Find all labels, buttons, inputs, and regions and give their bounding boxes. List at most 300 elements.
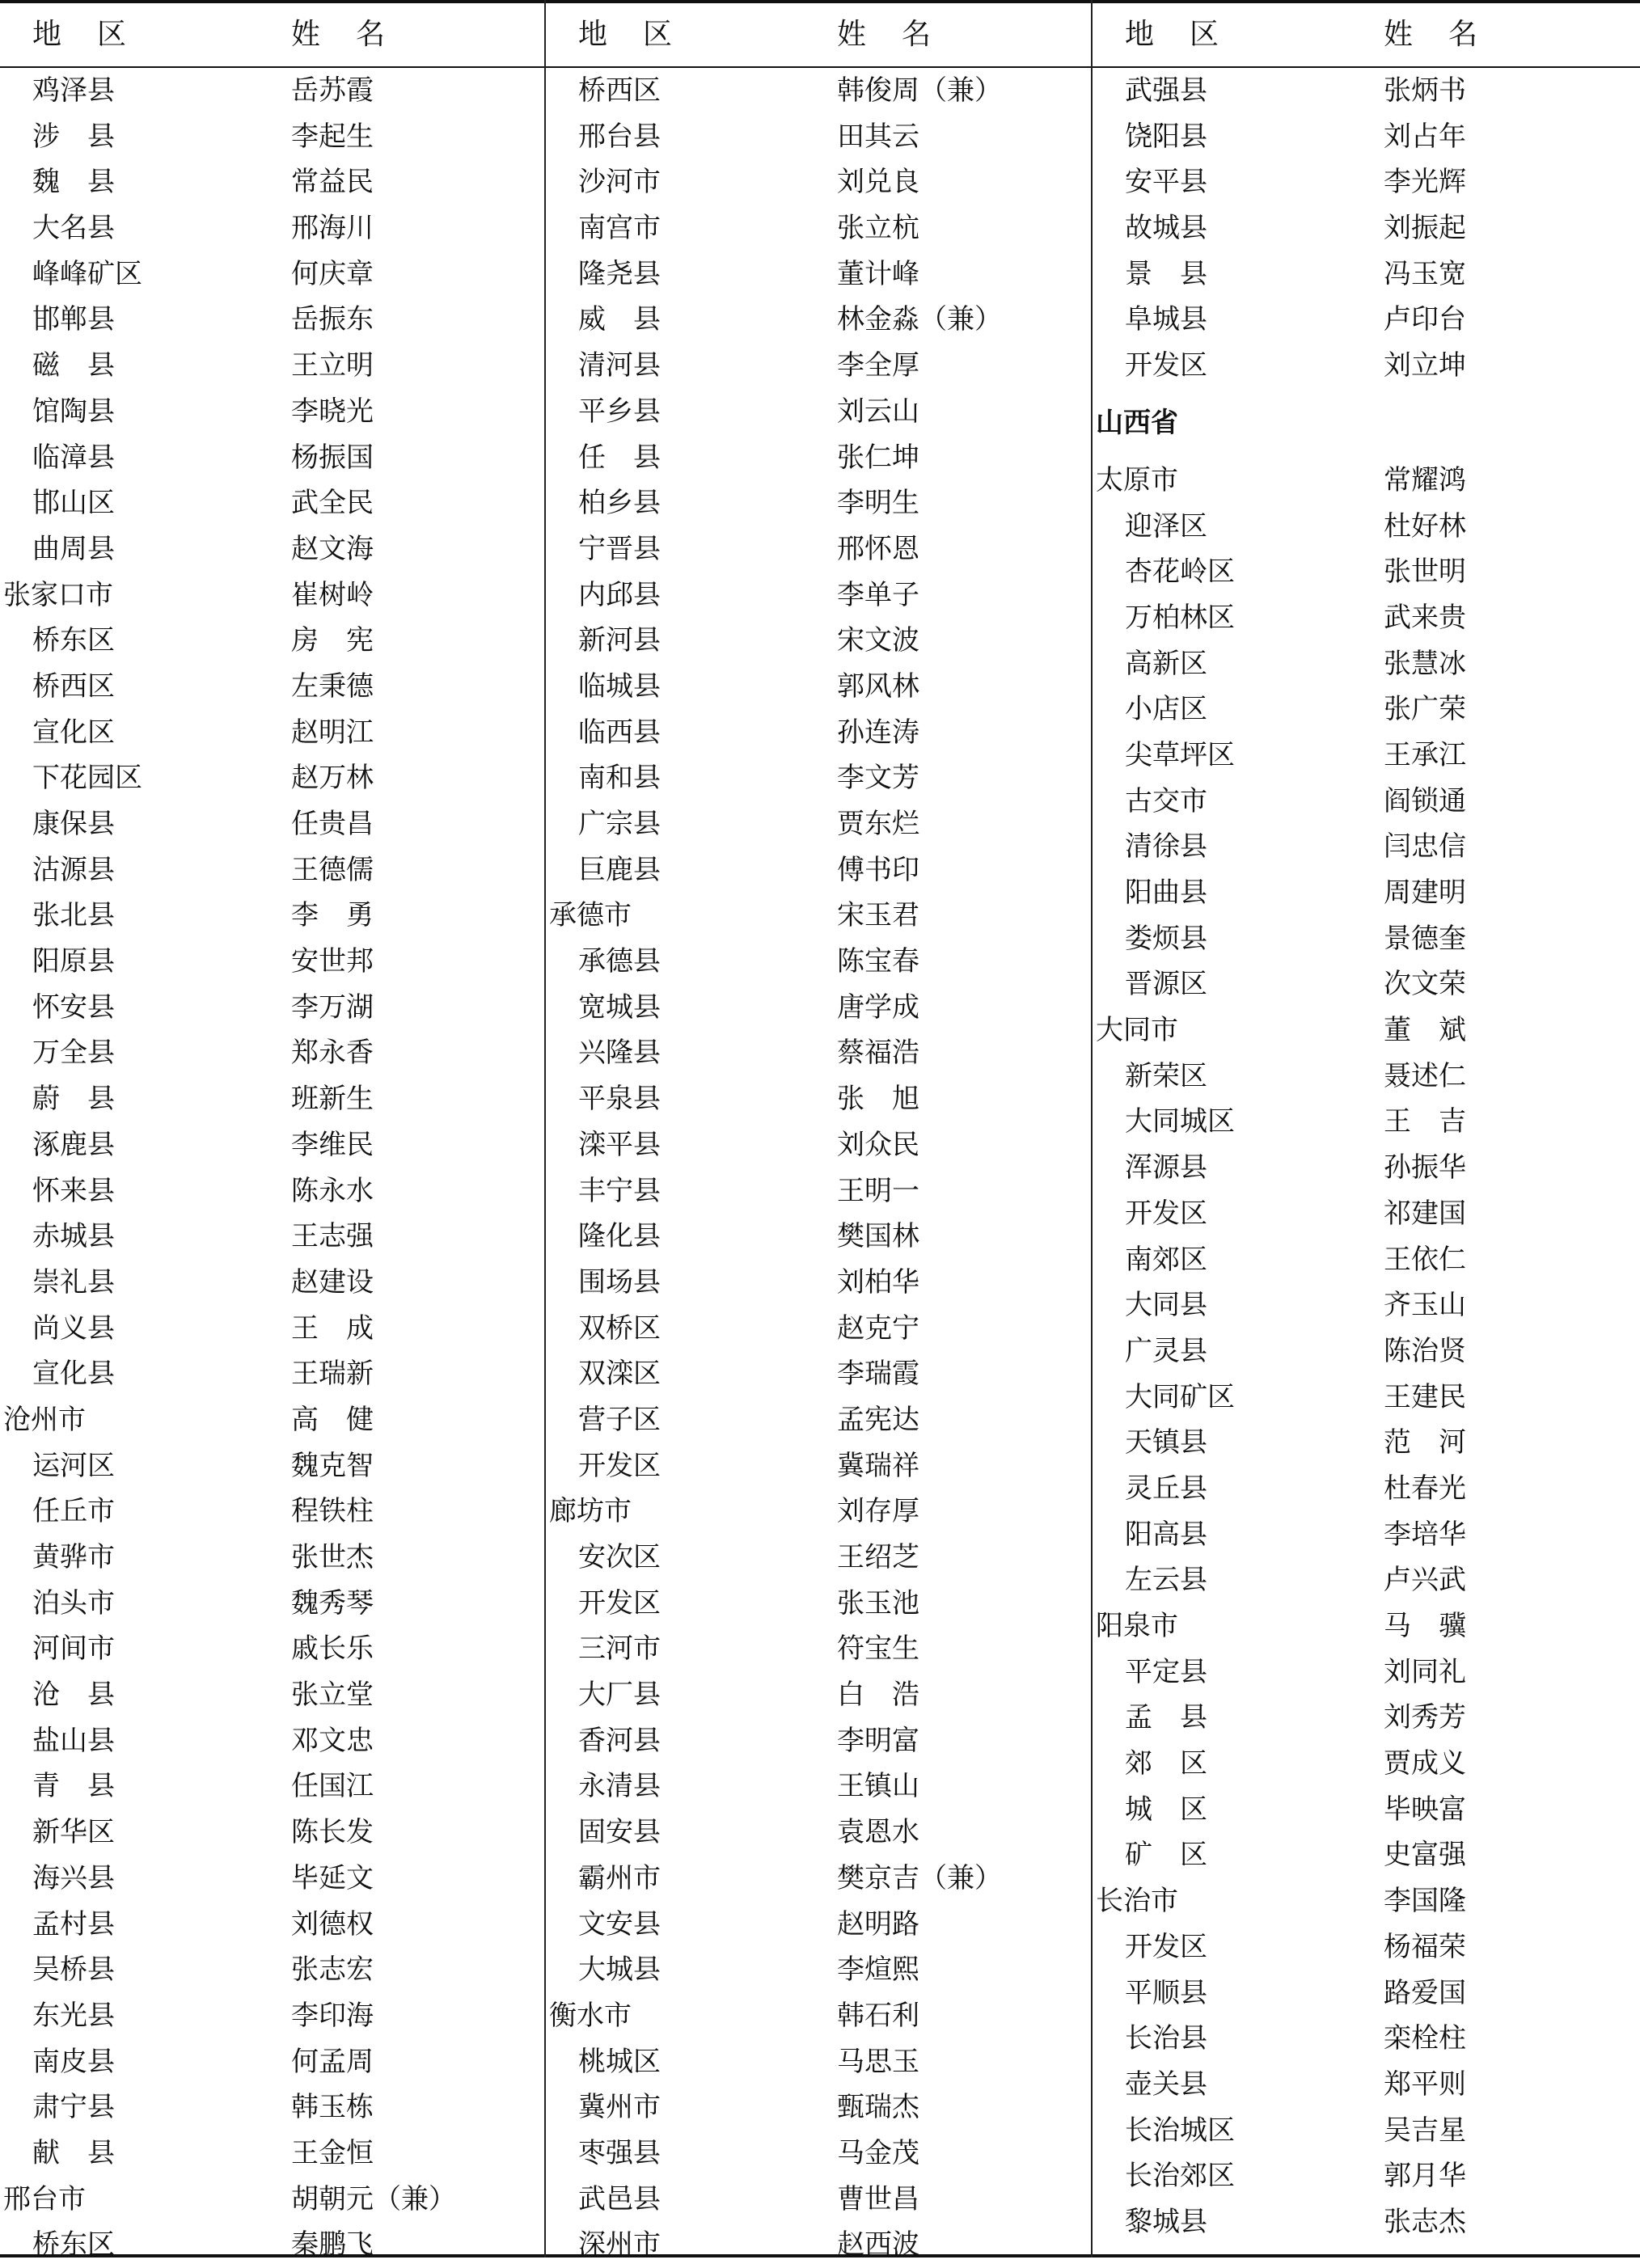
table-row bbox=[546, 2131, 1091, 2177]
table-row bbox=[0, 343, 544, 389]
table-row bbox=[1093, 251, 1640, 298]
name-cell: 胡朝元（兼） bbox=[291, 2182, 456, 2215]
region-cell: 蔚 县 bbox=[32, 1083, 115, 1116]
name-cell: 宋玉君 bbox=[837, 899, 919, 932]
region-cell: 涿鹿县 bbox=[32, 1128, 115, 1161]
table-row bbox=[1093, 961, 1640, 1007]
name-cell: 赵明江 bbox=[291, 716, 374, 749]
region-cell: 开发区 bbox=[1125, 1197, 1207, 1230]
name-cell: 田其云 bbox=[837, 120, 919, 153]
region-cell: 新河县 bbox=[578, 624, 661, 657]
table-row bbox=[0, 2039, 544, 2085]
name-cell: 孟宪达 bbox=[837, 1403, 919, 1436]
table-row bbox=[1093, 297, 1640, 343]
name-cell: 郭风林 bbox=[837, 669, 919, 703]
table-row bbox=[546, 251, 1091, 298]
table-row bbox=[0, 1993, 544, 2039]
region-cell: 邯郸县 bbox=[32, 303, 115, 336]
table-row bbox=[546, 572, 1091, 619]
name-cell: 李印海 bbox=[291, 1999, 374, 2032]
table-row bbox=[546, 526, 1091, 572]
province-heading: 山西省 bbox=[1096, 406, 1178, 439]
table-row bbox=[0, 1672, 544, 1718]
table-row bbox=[0, 1763, 544, 1810]
table-row bbox=[546, 847, 1091, 893]
table-row bbox=[546, 710, 1091, 756]
name-cell: 王志强 bbox=[291, 1220, 374, 1253]
name-cell: 刘立坤 bbox=[1384, 349, 1466, 382]
table-row bbox=[0, 435, 544, 481]
region-cell: 任丘市 bbox=[32, 1495, 115, 1528]
table-row bbox=[1093, 1420, 1640, 1466]
name-cell: 戚长乐 bbox=[291, 1632, 374, 1666]
table-column-2 bbox=[546, 0, 1091, 2262]
table-row bbox=[546, 1672, 1091, 1718]
region-cell: 桥东区 bbox=[32, 2228, 115, 2262]
region-cell: 宣化县 bbox=[32, 1358, 115, 1391]
name-cell: 王 吉 bbox=[1384, 1105, 1466, 1138]
region-cell: 万全县 bbox=[32, 1037, 115, 1070]
table-row bbox=[1093, 1741, 1640, 1787]
name-cell: 左秉德 bbox=[291, 669, 374, 703]
region-cell: 邯山区 bbox=[32, 487, 115, 520]
region-header: 地区 bbox=[578, 18, 708, 51]
table-row bbox=[0, 572, 544, 619]
region-cell: 南郊区 bbox=[1125, 1243, 1207, 1276]
table-row bbox=[0, 939, 544, 985]
name-cell: 杨福荣 bbox=[1384, 1930, 1466, 1963]
name-cell: 祁建国 bbox=[1384, 1197, 1466, 1230]
name-cell: 张仁坤 bbox=[837, 441, 919, 474]
region-cell: 威 县 bbox=[578, 303, 661, 336]
name-cell: 刘同礼 bbox=[1384, 1655, 1466, 1688]
name-cell: 王承江 bbox=[1384, 738, 1466, 771]
name-cell: 常耀鸿 bbox=[1384, 463, 1466, 496]
table-row bbox=[546, 1168, 1091, 1214]
table-row bbox=[546, 1489, 1091, 1535]
table-row bbox=[1093, 343, 1640, 389]
region-cell: 下花园区 bbox=[32, 762, 142, 795]
region-cell: 阳高县 bbox=[1125, 1518, 1207, 1551]
region-cell: 壶关县 bbox=[1125, 2067, 1207, 2101]
region-cell: 沙河市 bbox=[578, 166, 661, 199]
table-row bbox=[0, 389, 544, 435]
table-row bbox=[1093, 2153, 1640, 2199]
region-cell: 高新区 bbox=[1125, 647, 1207, 680]
name-cell: 陈永水 bbox=[291, 1174, 374, 1207]
name-cell: 刘云山 bbox=[837, 395, 919, 428]
region-cell: 浑源县 bbox=[1125, 1151, 1207, 1185]
table-row bbox=[0, 1856, 544, 1902]
name-cell: 张玉池 bbox=[837, 1586, 919, 1620]
table-row bbox=[546, 389, 1091, 435]
name-cell: 甄瑞杰 bbox=[837, 2091, 919, 2124]
region-cell: 宽城县 bbox=[578, 990, 661, 1024]
table-row bbox=[0, 1306, 544, 1352]
column-header bbox=[0, 3, 544, 66]
region-cell: 河间市 bbox=[32, 1632, 115, 1666]
table-row bbox=[0, 1214, 544, 1260]
table-row bbox=[0, 1489, 544, 1535]
region-cell: 平顺县 bbox=[1125, 1976, 1207, 2009]
name-cell: 陈宝春 bbox=[837, 945, 919, 978]
name-cell: 郭月华 bbox=[1384, 2160, 1466, 2193]
region-cell: 大同县 bbox=[1125, 1289, 1207, 1322]
table-row bbox=[0, 1902, 544, 1948]
region-cell: 隆尧县 bbox=[578, 257, 661, 290]
table-row bbox=[0, 847, 544, 893]
region-cell: 三河市 bbox=[578, 1632, 661, 1666]
region-cell: 临城县 bbox=[578, 669, 661, 703]
table-row bbox=[0, 1718, 544, 1764]
region-cell: 尖草坪区 bbox=[1125, 738, 1235, 771]
name-cell: 刘众民 bbox=[837, 1128, 919, 1161]
region-cell: 尚义县 bbox=[32, 1311, 115, 1345]
region-cell: 任 县 bbox=[578, 441, 661, 474]
name-cell: 何孟周 bbox=[291, 2045, 374, 2078]
column-header bbox=[546, 3, 1091, 66]
name-cell: 李单子 bbox=[837, 578, 919, 611]
region-cell: 隆化县 bbox=[578, 1220, 661, 1253]
name-cell: 魏克智 bbox=[291, 1449, 374, 1482]
table-row bbox=[1093, 1970, 1640, 2017]
region-cell: 崇礼县 bbox=[32, 1265, 115, 1299]
section-heading-row bbox=[1093, 389, 1640, 458]
name-cell: 杜春光 bbox=[1384, 1472, 1466, 1505]
region-cell: 固安县 bbox=[578, 1816, 661, 1849]
table-row bbox=[546, 1260, 1091, 1306]
region-cell: 长治市 bbox=[1096, 1885, 1178, 1918]
name-cell: 邢怀恩 bbox=[837, 532, 919, 565]
table-row bbox=[1093, 504, 1640, 550]
name-header: 姓名 bbox=[1384, 18, 1514, 51]
table-row bbox=[1093, 1328, 1640, 1375]
name-cell: 刘柏华 bbox=[837, 1265, 919, 1299]
region-cell: 灵丘县 bbox=[1125, 1472, 1207, 1505]
name-cell: 王建民 bbox=[1384, 1380, 1466, 1413]
region-cell: 魏 县 bbox=[32, 166, 115, 199]
name-cell: 孙振华 bbox=[1384, 1151, 1466, 1185]
name-cell: 董 斌 bbox=[1384, 1014, 1466, 1047]
table-row bbox=[1093, 1282, 1640, 1328]
name-cell: 班新生 bbox=[291, 1083, 374, 1116]
name-cell: 景德奎 bbox=[1384, 922, 1466, 955]
region-cell: 矿 区 bbox=[1125, 1839, 1207, 1872]
region-cell: 新荣区 bbox=[1125, 1059, 1207, 1092]
table-row bbox=[546, 1076, 1091, 1122]
name-cell: 武来贵 bbox=[1384, 601, 1466, 634]
name-cell: 王金恒 bbox=[291, 2136, 374, 2169]
name-cell: 王瑞新 bbox=[291, 1358, 374, 1391]
region-cell: 盐山县 bbox=[32, 1724, 115, 1757]
name-cell: 周建明 bbox=[1384, 876, 1466, 909]
region-cell: 古交市 bbox=[1125, 784, 1207, 817]
table-row bbox=[546, 343, 1091, 389]
table-row bbox=[0, 114, 544, 160]
region-cell: 桥西区 bbox=[578, 74, 661, 107]
table-row bbox=[546, 2084, 1091, 2131]
region-cell: 安平县 bbox=[1125, 166, 1207, 199]
name-cell: 任贵昌 bbox=[291, 808, 374, 840]
region-cell: 冀州市 bbox=[578, 2091, 661, 2124]
name-cell: 孙连涛 bbox=[837, 716, 919, 749]
table-row bbox=[1093, 1145, 1640, 1191]
name-cell: 傅书印 bbox=[837, 853, 919, 886]
table-row bbox=[546, 618, 1091, 664]
name-cell: 李培华 bbox=[1384, 1518, 1466, 1551]
name-header: 姓名 bbox=[837, 18, 967, 51]
name-cell: 李光辉 bbox=[1384, 166, 1466, 199]
name-cell: 卢兴武 bbox=[1384, 1564, 1466, 1597]
name-cell: 樊京吉（兼） bbox=[837, 1861, 1002, 1894]
row-list bbox=[1093, 68, 1640, 2245]
row-list bbox=[546, 68, 1091, 2268]
table-row bbox=[0, 755, 544, 801]
name-cell: 齐玉山 bbox=[1384, 1289, 1466, 1322]
region-cell: 广宗县 bbox=[578, 808, 661, 840]
region-cell: 迎泽区 bbox=[1125, 509, 1207, 543]
name-cell: 王德儒 bbox=[291, 853, 374, 886]
name-cell: 赵克宁 bbox=[837, 1311, 919, 1345]
table-row bbox=[0, 1168, 544, 1214]
name-cell: 刘占年 bbox=[1384, 120, 1466, 153]
region-cell: 清河县 bbox=[578, 349, 661, 382]
table-row bbox=[546, 2222, 1091, 2268]
name-cell: 王绍芝 bbox=[837, 1541, 919, 1573]
name-cell: 唐学成 bbox=[837, 990, 919, 1024]
table-row bbox=[1093, 1924, 1640, 1970]
table-row bbox=[1093, 68, 1640, 114]
region-cell: 长治城区 bbox=[1125, 2114, 1235, 2147]
table-row bbox=[1093, 2108, 1640, 2154]
region-cell: 滦平县 bbox=[578, 1128, 661, 1161]
table-row bbox=[0, 1581, 544, 1627]
table-row bbox=[546, 985, 1091, 1031]
name-cell: 赵文海 bbox=[291, 532, 374, 565]
name-cell: 吴吉星 bbox=[1384, 2114, 1466, 2147]
region-cell: 康保县 bbox=[32, 808, 115, 840]
region-cell: 南宫市 bbox=[578, 212, 661, 245]
region-cell: 阳原县 bbox=[32, 945, 115, 978]
table-row bbox=[1093, 1832, 1640, 1878]
table-row bbox=[546, 1947, 1091, 1993]
name-cell: 张 旭 bbox=[837, 1083, 919, 1116]
name-cell: 刘振起 bbox=[1384, 212, 1466, 245]
table-row bbox=[1093, 870, 1640, 916]
table-row bbox=[1093, 2199, 1640, 2245]
table-row bbox=[1093, 1466, 1640, 1512]
table-row bbox=[1093, 595, 1640, 641]
region-cell: 东光县 bbox=[32, 1999, 115, 2032]
table-row bbox=[1093, 1512, 1640, 1558]
name-cell: 范 河 bbox=[1384, 1426, 1466, 1459]
region-cell: 开发区 bbox=[578, 1449, 661, 1482]
name-cell: 刘秀芳 bbox=[1384, 1701, 1466, 1734]
table-row bbox=[1093, 1557, 1640, 1603]
name-cell: 陈治贤 bbox=[1384, 1334, 1466, 1367]
region-cell: 海兴县 bbox=[32, 1861, 115, 1894]
name-cell: 曹世昌 bbox=[837, 2182, 919, 2215]
name-cell: 任国江 bbox=[291, 1770, 374, 1803]
name-cell: 马金茂 bbox=[837, 2136, 919, 2169]
name-cell: 邢海川 bbox=[291, 212, 374, 245]
region-cell: 杏花岭区 bbox=[1125, 555, 1235, 589]
name-cell: 岳苏霞 bbox=[291, 74, 374, 107]
region-cell: 左云县 bbox=[1125, 1564, 1207, 1597]
name-cell: 卢印台 bbox=[1384, 303, 1466, 336]
region-cell: 双滦区 bbox=[578, 1358, 661, 1391]
name-cell: 郑永香 bbox=[291, 1037, 374, 1070]
region-cell: 双桥区 bbox=[578, 1311, 661, 1345]
region-cell: 张家口市 bbox=[3, 578, 113, 611]
name-cell: 袁恩水 bbox=[837, 1816, 919, 1849]
name-cell: 韩石利 bbox=[837, 1999, 919, 2032]
name-cell: 李明富 bbox=[837, 1724, 919, 1757]
table-row bbox=[0, 985, 544, 1031]
region-cell: 孟村县 bbox=[32, 1907, 115, 1941]
region-cell: 天镇县 bbox=[1125, 1426, 1207, 1459]
table-row bbox=[546, 1993, 1091, 2039]
table-row bbox=[0, 893, 544, 939]
region-cell: 阜城县 bbox=[1125, 303, 1207, 336]
region-cell: 磁 县 bbox=[32, 349, 115, 382]
name-cell: 房 宪 bbox=[291, 624, 374, 657]
table-row bbox=[546, 664, 1091, 710]
table-row bbox=[546, 159, 1091, 205]
table-row bbox=[1093, 916, 1640, 962]
region-cell: 沧 县 bbox=[32, 1679, 115, 1712]
region-cell: 怀安县 bbox=[32, 990, 115, 1024]
name-cell: 李 勇 bbox=[291, 899, 374, 932]
name-cell: 张世杰 bbox=[291, 1541, 374, 1573]
table-row bbox=[1093, 2062, 1640, 2108]
table-row bbox=[0, 618, 544, 664]
table-row bbox=[0, 1397, 544, 1443]
name-cell: 李国隆 bbox=[1384, 1885, 1466, 1918]
region-cell: 承德县 bbox=[578, 945, 661, 978]
name-cell: 常益民 bbox=[291, 166, 374, 199]
table-row bbox=[546, 1122, 1091, 1168]
name-cell: 何庆章 bbox=[291, 257, 374, 290]
table-row bbox=[546, 939, 1091, 985]
name-cell: 冀瑞祥 bbox=[837, 1449, 919, 1482]
region-cell: 武邑县 bbox=[578, 2182, 661, 2215]
table-row bbox=[0, 1947, 544, 1993]
name-cell: 李全厚 bbox=[837, 349, 919, 382]
table-row bbox=[546, 114, 1091, 160]
name-cell: 冯玉宽 bbox=[1384, 257, 1466, 290]
table-row bbox=[546, 1902, 1091, 1948]
region-cell: 涉 县 bbox=[32, 120, 115, 153]
table-row bbox=[0, 1030, 544, 1076]
name-cell: 李文芳 bbox=[837, 762, 919, 795]
region-cell: 安次区 bbox=[578, 1541, 661, 1573]
name-cell: 栾栓柱 bbox=[1384, 2022, 1466, 2055]
table-row bbox=[546, 1626, 1091, 1672]
table-row bbox=[0, 1810, 544, 1856]
name-cell: 张立堂 bbox=[291, 1679, 374, 1712]
region-cell: 永清县 bbox=[578, 1770, 661, 1803]
name-cell: 邓文忠 bbox=[291, 1724, 374, 1757]
name-cell: 毕延文 bbox=[291, 1861, 374, 1894]
name-cell: 王 成 bbox=[291, 1311, 374, 1345]
name-cell: 贾成义 bbox=[1384, 1747, 1466, 1780]
table-column-3 bbox=[1093, 0, 1640, 2254]
table-row bbox=[1093, 159, 1640, 205]
name-cell: 董计峰 bbox=[837, 257, 919, 290]
region-cell: 献 县 bbox=[32, 2136, 115, 2169]
region-cell: 临漳县 bbox=[32, 441, 115, 474]
name-cell: 杜好林 bbox=[1384, 509, 1466, 543]
region-cell: 新华区 bbox=[32, 1816, 115, 1849]
region-cell: 文安县 bbox=[578, 1907, 661, 1941]
name-cell: 岳振东 bbox=[291, 303, 374, 336]
name-cell: 赵万林 bbox=[291, 762, 374, 795]
region-cell: 桥西区 bbox=[32, 669, 115, 703]
region-cell: 大同市 bbox=[1096, 1014, 1178, 1047]
name-cell: 张慧冰 bbox=[1384, 647, 1466, 680]
name-cell: 安世邦 bbox=[291, 945, 374, 978]
table-row bbox=[0, 801, 544, 847]
name-cell: 次文荣 bbox=[1384, 968, 1466, 1001]
region-cell: 峰峰矿区 bbox=[32, 257, 142, 290]
name-cell: 李维民 bbox=[291, 1128, 374, 1161]
table-row bbox=[1093, 1099, 1640, 1145]
table-row bbox=[546, 68, 1091, 114]
region-cell: 衡水市 bbox=[549, 1999, 632, 2032]
region-cell: 廊坊市 bbox=[549, 1495, 632, 1528]
region-cell: 景 县 bbox=[1125, 257, 1207, 290]
region-cell: 兴隆县 bbox=[578, 1037, 661, 1070]
table-row bbox=[0, 1535, 544, 1581]
table-row bbox=[0, 1076, 544, 1122]
name-cell: 路爱国 bbox=[1384, 1976, 1466, 2009]
name-cell: 闫忠信 bbox=[1384, 830, 1466, 864]
region-cell: 平定县 bbox=[1125, 1655, 1207, 1688]
region-cell: 巨鹿县 bbox=[578, 853, 661, 886]
region-cell: 孟 县 bbox=[1125, 1701, 1207, 1734]
region-cell: 桃城区 bbox=[578, 2045, 661, 2078]
region-cell: 广灵县 bbox=[1125, 1334, 1207, 1367]
region-cell: 大同矿区 bbox=[1125, 1380, 1235, 1413]
region-cell: 柏乡县 bbox=[578, 487, 661, 520]
region-cell: 沧州市 bbox=[3, 1403, 86, 1436]
name-cell: 张世明 bbox=[1384, 555, 1466, 589]
region-cell: 开发区 bbox=[1125, 349, 1207, 382]
region-cell: 围场县 bbox=[578, 1265, 661, 1299]
name-cell: 张广荣 bbox=[1384, 693, 1466, 726]
name-cell: 李瑞霞 bbox=[837, 1358, 919, 1391]
table-row bbox=[0, 526, 544, 572]
table-row bbox=[1093, 1649, 1640, 1696]
region-cell: 承德市 bbox=[549, 899, 632, 932]
table-row bbox=[0, 1260, 544, 1306]
region-cell: 大同城区 bbox=[1125, 1105, 1235, 1138]
table-row bbox=[0, 68, 544, 114]
region-cell: 清徐县 bbox=[1125, 830, 1207, 864]
name-cell: 王明一 bbox=[837, 1174, 919, 1207]
name-cell: 贾东烂 bbox=[837, 808, 919, 840]
name-cell: 赵西波 bbox=[837, 2228, 919, 2262]
table-row bbox=[546, 1856, 1091, 1902]
region-cell: 饶阳县 bbox=[1125, 120, 1207, 153]
region-cell: 开发区 bbox=[1125, 1930, 1207, 1963]
region-cell: 大名县 bbox=[32, 212, 115, 245]
table-row bbox=[546, 1443, 1091, 1489]
name-cell: 韩玉栋 bbox=[291, 2091, 374, 2124]
table-row bbox=[0, 205, 544, 251]
table-row bbox=[546, 205, 1091, 251]
